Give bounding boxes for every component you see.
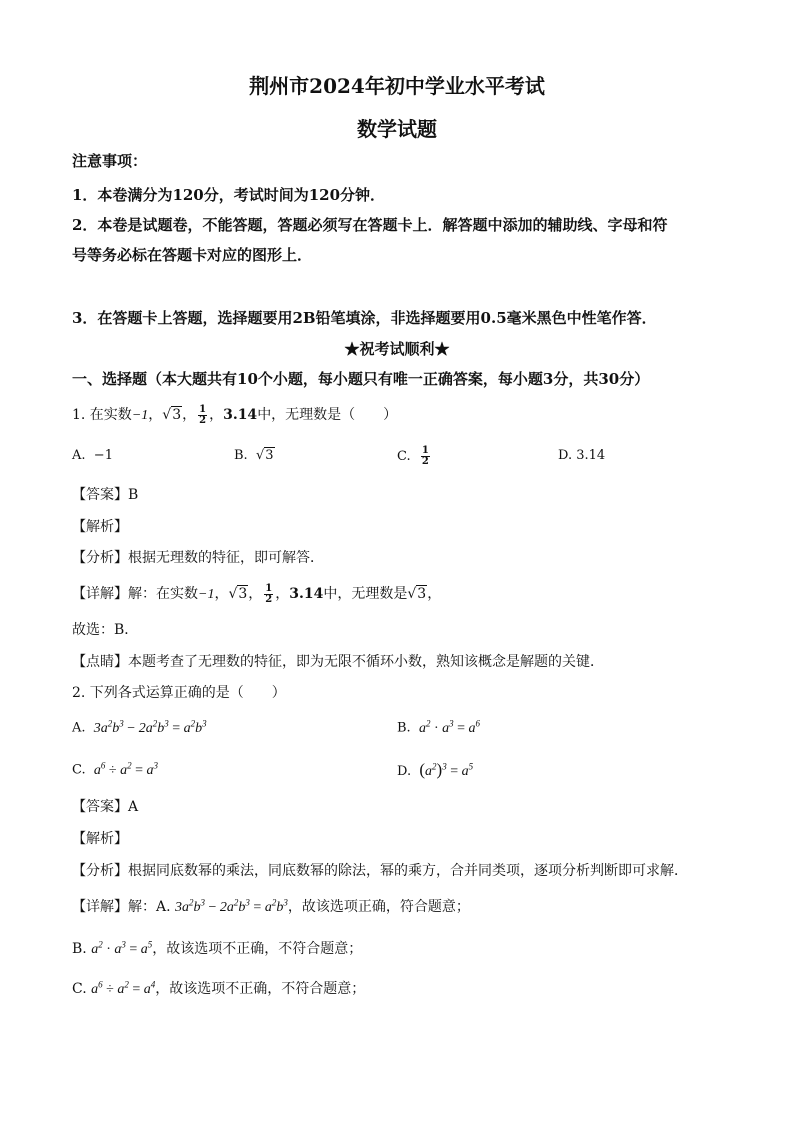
blessing-text: ★祝考试顺利★ (344, 340, 450, 358)
separator: ， (182, 407, 197, 423)
q2-option-a (72, 718, 207, 737)
q1-option-b (234, 448, 275, 463)
q1-number-neg1: −1 (131, 408, 149, 423)
radicand: 3 (417, 586, 427, 602)
number-314: 3.14 (289, 586, 324, 602)
q1-option-c (397, 446, 432, 467)
separator: ， (214, 586, 229, 602)
detail-suffix: ，故该选项不正确，不符合题意； (152, 941, 363, 957)
q1-comment: 【点睛】本题考查了无理数的特征，即为无限不循环小数，熟知该概念是解题的关键． (72, 654, 604, 670)
exam-title: 荆州市2024年初中学业水平考试 (249, 74, 545, 98)
note-item-1: 1．本卷满分为120分，考试时间为120分钟． (72, 186, 386, 204)
detail-suffix: ，故该选项不正确，不符合题意； (155, 981, 366, 997)
detail-prefix: 【详解】解：A. (72, 899, 171, 915)
sqrt3: √3 (407, 586, 427, 602)
option-value (421, 446, 430, 467)
detail-suffix: ，故该选项正确，符合题意； (287, 899, 470, 915)
q2-analysis-tag: 【解析】 (72, 831, 128, 847)
numerator: 1 (421, 445, 429, 456)
q1-option-d (558, 448, 605, 463)
separator: ， (275, 586, 290, 602)
numerator: 1 (199, 403, 207, 415)
option-label: D. (397, 764, 412, 779)
detail-label: B. (72, 941, 87, 957)
q1-half-fraction (198, 405, 207, 426)
formula: $a^2 \cdot a^3 = a^6$ (418, 718, 481, 736)
option-label: A. (72, 448, 86, 463)
separator: ， (248, 586, 263, 602)
option-label: A. (72, 720, 86, 736)
q2-stem: 2. 下列各式运算正确的是（ ） (72, 685, 286, 701)
q2-detail-c (72, 978, 365, 998)
radicand: 3 (172, 407, 182, 423)
q1-number-314: 3.14 (223, 407, 258, 423)
option-label: C. (72, 762, 86, 778)
q1-answer: 【答案】B (72, 487, 139, 503)
q2-analysis: 【分析】根据同底数幂的乘法，同底数幂的除法，幂的乘方，合并同类项，逐项分析判断即可求解． (72, 863, 688, 879)
q1-stem-suffix: 中，无理数是（ ） (257, 407, 398, 423)
denominator: 2 (421, 456, 429, 467)
detail-label: C. (72, 981, 87, 997)
half-fraction (264, 584, 273, 605)
q1-conclusion: 故选：B． (72, 622, 139, 638)
option-label: C. (397, 449, 411, 464)
option-value: −1 (93, 448, 113, 463)
denominator: 2 (265, 593, 273, 605)
note-item-2-line-2: 号等务必标在答题卡对应的图形上． (72, 246, 313, 264)
exam-subtitle: 数学试题 (357, 117, 437, 141)
detail-prefix: 【详解】解：在实数 (72, 586, 198, 602)
q1-stem (72, 404, 397, 426)
note-item-2-line-1: 2．本卷是试题卷，不能答题，答题必须写在答题卡上．解答题中添加的辅助线、字母和符 (72, 216, 668, 234)
formula: $3a^2b^3 - 2a^2b^3 = a^2b^3$ (93, 718, 207, 736)
q1-analysis-tag: 【解析】 (72, 519, 128, 535)
formula: $3a^2b^3 - 2a^2b^3 = a^2b^3$ (175, 897, 288, 915)
detail-suffix: 中，无理数是 (323, 586, 408, 602)
q2-option-c (72, 760, 158, 779)
denominator: 2 (199, 414, 207, 426)
q2-answer: 【答案】A (72, 799, 139, 815)
option-label: B. (397, 720, 411, 736)
formula: $a^2 \cdot a^3 = a^5$ (91, 939, 153, 957)
separator: ， (209, 407, 224, 423)
formula: $a^6 \div a^2 = a^3$ (93, 760, 158, 778)
q1-analysis: 【分析】根据无理数的特征，即可解答． (72, 550, 324, 566)
q1-detail (72, 583, 441, 605)
q2-option-d (397, 760, 473, 780)
detail-end: ， (427, 586, 442, 602)
numerator: 1 (265, 582, 273, 594)
q2-detail-a (72, 896, 470, 916)
q2-detail-b (72, 938, 362, 958)
separator: ， (148, 407, 163, 423)
q1-sqrt3: √3 (162, 407, 182, 423)
q1-option-a (72, 448, 113, 463)
q2-option-b (397, 718, 480, 737)
radicand: 3 (238, 586, 248, 602)
formula: $(a^2)^3 = a^5$ (419, 760, 474, 779)
number-neg1: −1 (198, 587, 215, 602)
radicand: 3 (265, 448, 274, 463)
option-label: D. (558, 448, 573, 463)
section-heading: 一、选择题（本大题共有10个小题，每小题只有唯一正确答案，每小题3分，共30分） (72, 370, 650, 388)
sqrt3: √3 (228, 586, 248, 602)
option-value: 3.14 (576, 448, 606, 463)
option-label: B. (234, 448, 248, 463)
q1-stem-prefix: 1. 在实数 (72, 407, 132, 423)
formula: $a^6 \div a^2 = a^4$ (91, 979, 156, 997)
notes-heading: 注意事项： (72, 152, 148, 170)
option-value: √3 (255, 448, 274, 463)
note-item-3: 3．在答题卡上答题，选择题要用2B铅笔填涂，非选择题要用0.5毫米黑色中性笔作答． (72, 309, 657, 327)
